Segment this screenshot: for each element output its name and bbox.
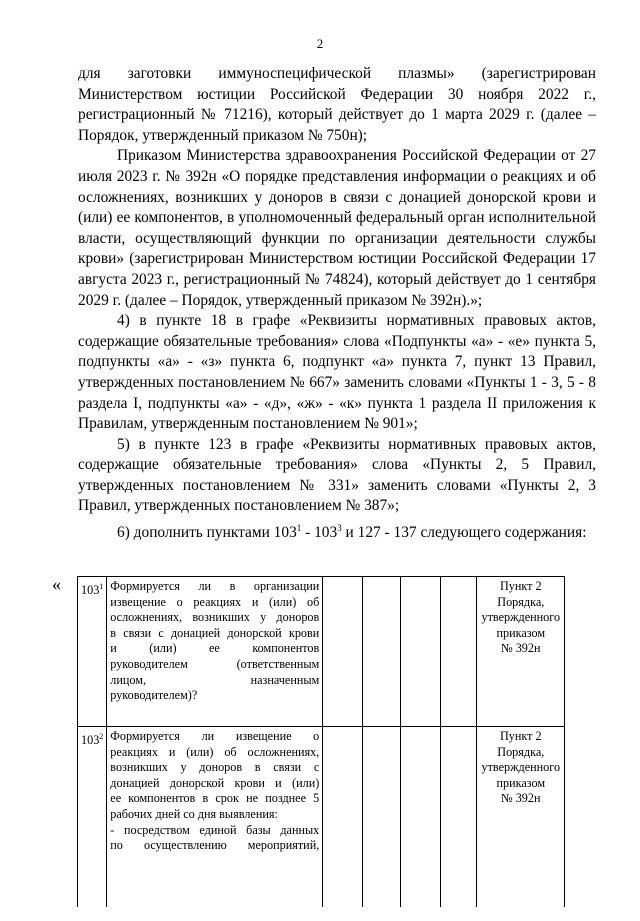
p5-sup-2: 3 xyxy=(337,523,342,534)
answer-cell-yes xyxy=(323,727,363,907)
opening-quote-mark: « xyxy=(52,574,61,594)
paragraph-3: 4) в пункте 18 в графе «Реквизиты нормативных правовых актов, содержащие обязательные требования» слова «Подпункты «а» - «е» пункта 5, подпункты «а» - «з» пункта 6, подпункт «а» пункта 7, пункт 13 Правил, утвержденных постановлением № 667» заменить словами «Пункты 1 - 3, 5 - 8 раздела I, подпункты «а» - «д», «ж» - «к» пункта 1 раздела II приложения к Правилам, утвержденным постановлением № 901»; xyxy=(78,312,596,433)
requirement-question: Формируется ли в организации извещение о реакциях и (или) об осложнениях, возникших у доноров в связи с донацией донорской крови и (или) ее компонентов руководителем (ответственным лицом, назначенным руководителем)? xyxy=(107,577,323,727)
answer-cell-na xyxy=(401,577,441,727)
p5-text-a: 6) дополнить пунктами 103 xyxy=(117,524,297,542)
page-number: 2 xyxy=(316,36,324,51)
answer-cell-note xyxy=(441,727,477,907)
table-row xyxy=(78,727,565,907)
paragraph-5 xyxy=(78,518,596,544)
answer-cell-no xyxy=(363,577,401,727)
table-row xyxy=(78,577,565,727)
answer-cell-na xyxy=(401,727,441,907)
document-body xyxy=(78,64,596,544)
paragraph-2: Приказом Министерства здравоохранения Российской Федерации от 27 июля 2023 г. № 392н «О порядке представления информации о реакциях и об осложнениях, возникших у доноров в связи с донацией донорской крови и (или) ее компонентов, в уполномоченный федеральный орган исполнительной власти, осуществляющий функции по организации деятельности службы крови» (зарегистрирован Министерством юстиции Российской Федерации 17 августа 2023 г., регистрационный № 74824), который действует до 1 сентября 2029 г. (далее – Порядок, утвержденный приказом № 392н).»; xyxy=(78,147,596,309)
p5-text-b: - 103 xyxy=(301,524,338,542)
paragraph-4: 5) в пункте 123 в графе «Реквизиты нормативных правовых актов, содержащие обязательные требования» слова «Пункты 2, 5 Правил, утвержденных постановлением № 331» заменить словами «Пункты 2, 3 Правил, утвержденных постановлением № 387»; xyxy=(78,435,596,515)
legal-reference: Пункт 2 Порядка, утвержденного приказом № 392н xyxy=(477,727,565,907)
requirements-table xyxy=(77,576,565,907)
p5-text-c: и 127 - 137 следующего содержания: xyxy=(341,524,587,542)
answer-cell-note xyxy=(441,577,477,727)
row-number: $103^1$ xyxy=(78,577,107,727)
requirement-question: Формируется ли извещение о реакциях и (или) об осложнениях, возникших у доноров в связи с донацией донорской крови и (или) ее компонентов в срок не позднее 5 рабочих дней со дня выявления: - посредством единой базы данных по осуществлению мероприятий, xyxy=(107,727,323,907)
row-number: $103^2$ xyxy=(78,727,107,907)
p5-sup-1: 1 xyxy=(296,523,302,534)
paragraph-1: для заготовки иммуноспецифической плазмы» (зарегистрирован Министерством юстиции Российской Федерации 30 ноября 2022 г., регистрационный № 71216), который действует до 1 марта 2029 г. (далее – Порядок, утвержденный приказом № 750н); xyxy=(78,65,596,144)
legal-reference: Пункт 2 Порядка, утвержденного приказом № 392н xyxy=(477,577,565,727)
answer-cell-no xyxy=(363,727,401,907)
answer-cell-yes xyxy=(323,577,363,727)
